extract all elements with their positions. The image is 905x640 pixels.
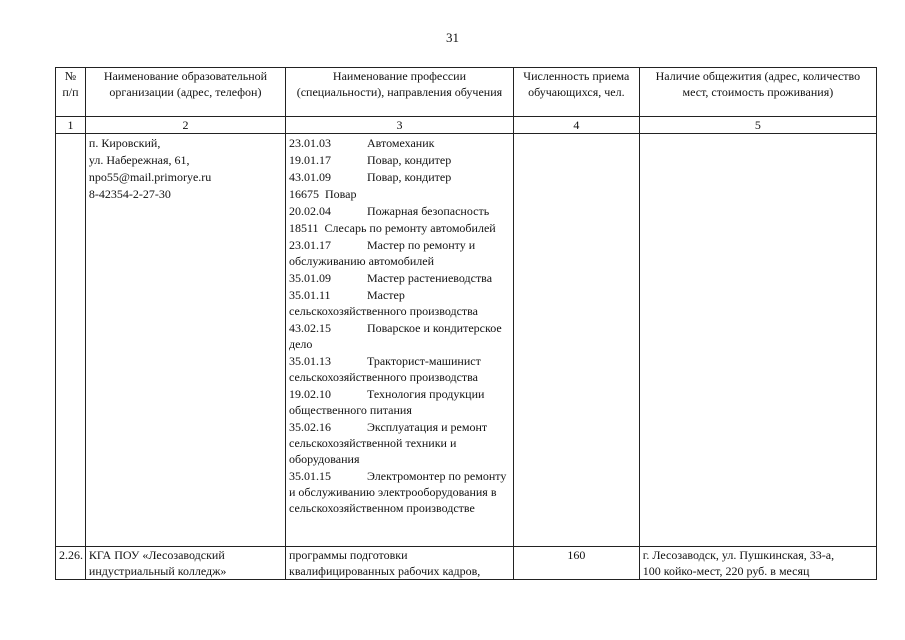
- column-number: 4: [513, 117, 639, 134]
- column-number: 5: [639, 117, 876, 134]
- header-dormitory: Наличие общежития (адрес, количество мест, стоимость проживания): [639, 68, 876, 117]
- profession-item: [289, 320, 510, 352]
- profession-code: 43.02.15: [288, 321, 331, 335]
- profession-item: [289, 220, 510, 236]
- profession-name: Электромонтер по ремонту и обслуживанию электрооборудования в сельскохозяйственном производстве: [288, 469, 507, 515]
- profession-name: Тракторист-машинист сельскохозяйственного производства: [288, 354, 481, 384]
- profession-item: [289, 287, 510, 319]
- profession-code: 19.02.10: [288, 387, 331, 401]
- profession-code: 35.01.13: [288, 354, 331, 368]
- profession-code: 23.01.03: [288, 136, 331, 150]
- profession-code: 18511: [288, 221, 319, 235]
- profession-item: [289, 353, 510, 385]
- dormitory-line: г. Лесозаводск, ул. Пушкинская, 33-а,: [642, 548, 835, 562]
- phone-number: 8-42354-2-27-30: [88, 187, 171, 201]
- email-address: npo55@mail.primorye.ru: [88, 170, 212, 184]
- dormitory-cell: [639, 547, 876, 580]
- profession-code: 43.01.09: [288, 170, 331, 184]
- profession-name: Автомеханик: [366, 136, 435, 150]
- address-line: п. Кировский,: [88, 136, 161, 150]
- row-number-cell: [56, 134, 86, 547]
- header-profession: Наименование профессии (специальности), направления обучения: [285, 68, 513, 117]
- professions-cell: [285, 134, 513, 547]
- header-number: № п/п: [56, 68, 86, 117]
- header-enrollment: Численность приема обучающихся, чел.: [513, 68, 639, 117]
- profession-code: 35.01.09: [288, 271, 331, 285]
- profession-code: 35.01.11: [288, 288, 331, 302]
- column-number: 1: [56, 117, 86, 134]
- profession-item: [289, 468, 510, 516]
- profession-name: Поварское и кондитерское дело: [288, 321, 502, 351]
- profession-code: 20.02.04: [288, 204, 331, 218]
- profession-code: 35.01.15: [288, 469, 331, 483]
- page-number: 31: [446, 30, 459, 45]
- profession-name: Повар, кондитер: [366, 170, 452, 184]
- profession-code: 23.01.17: [288, 238, 331, 252]
- profession-item: [289, 203, 510, 219]
- profession-item: [289, 152, 510, 168]
- profession-item: [289, 186, 510, 202]
- profession-name: Технология продукции общественного питания: [288, 387, 485, 417]
- profession-name: Мастер растениеводства: [366, 271, 493, 285]
- table-header-row: [56, 68, 877, 117]
- profession-item: [289, 135, 510, 151]
- profession-code: 19.01.17: [288, 153, 331, 167]
- dormitory-cell: [639, 134, 876, 547]
- profession-name: Эксплуатация и ремонт сельскохозяйственной техники и оборудования: [288, 420, 488, 466]
- profession-name: Слесарь по ремонту автомобилей: [324, 221, 496, 235]
- programs-line: программы подготовки: [288, 548, 408, 562]
- profession-name: Мастер по ремонту и обслуживанию автомобилей: [288, 238, 476, 268]
- enrollment-cell: [513, 134, 639, 547]
- table-row: [56, 547, 877, 580]
- profession-item: [289, 386, 510, 418]
- organization-line: КГА ПОУ «Лесозаводский: [88, 548, 225, 562]
- programs-cell: [285, 547, 513, 580]
- profession-code: 35.02.16: [288, 420, 331, 434]
- address-line: ул. Набережная, 61,: [88, 153, 190, 167]
- organization-line: индустриальный колледж»: [88, 564, 227, 578]
- column-number: 2: [85, 117, 285, 134]
- row-number-cell: 2.26.: [56, 547, 86, 580]
- profession-item: [289, 419, 510, 467]
- profession-name: Повар, кондитер: [366, 153, 452, 167]
- enrollment-cell: 160: [513, 547, 639, 580]
- profession-code: 16675: [288, 187, 319, 201]
- organization-address-cell: [85, 134, 285, 547]
- column-number: 3: [285, 117, 513, 134]
- profession-name: Повар: [324, 187, 357, 201]
- profession-item: [289, 270, 510, 286]
- dormitory-line: 100 койко-мест, 220 руб. в месяц: [642, 564, 810, 578]
- profession-name: Мастер сельскохозяйственного производства: [288, 288, 479, 318]
- header-organization: Наименование образовательной организации (адрес, телефон): [85, 68, 285, 117]
- table-row: [56, 134, 877, 547]
- programs-line: квалифицированных рабочих кадров,: [288, 564, 481, 578]
- column-number-row: [56, 117, 877, 134]
- organization-cell: [85, 547, 285, 580]
- profession-item: [289, 237, 510, 269]
- programs-table: [55, 67, 877, 580]
- profession-name: Пожарная безопасность: [366, 204, 490, 218]
- profession-item: [289, 169, 510, 185]
